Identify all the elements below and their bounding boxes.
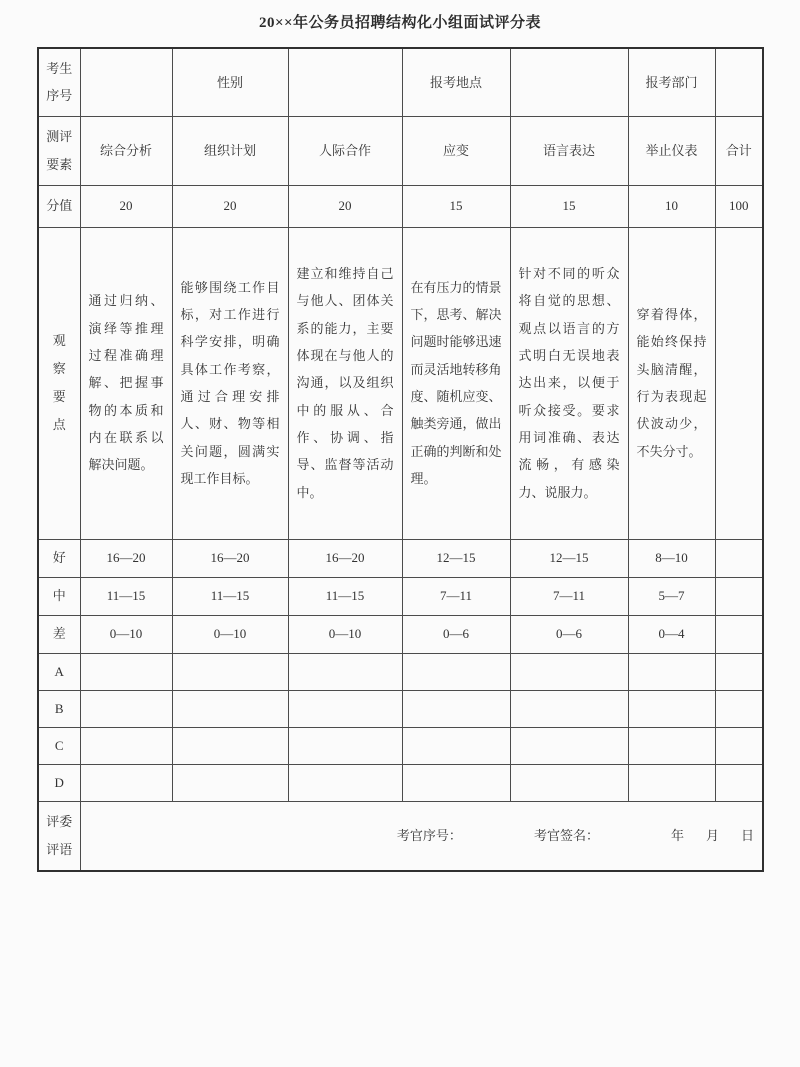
grade-good-label: 好: [38, 539, 80, 577]
department-label: 报考部门: [628, 48, 715, 116]
grade-poor-row: [38, 615, 763, 653]
score-input-cell[interactable]: [80, 653, 172, 690]
grade-total-cell: [715, 539, 763, 577]
score-input-cell[interactable]: [628, 653, 715, 690]
signature-line: [81, 822, 755, 849]
elements-label: 测评要素: [38, 116, 80, 185]
total-input-cell[interactable]: [715, 727, 763, 764]
candidate-a-label: A: [38, 653, 80, 690]
observation-adaptability: 在有压力的情景下，思考、解决问题时能够迅速而灵活地转移角度、随机应变、触类旁通，做出正确的判断和处理。: [402, 227, 510, 539]
grade-good-row: [38, 539, 763, 577]
candidate-no-input-cell[interactable]: [80, 48, 172, 116]
candidate-d-row: [38, 764, 763, 801]
score-value: 20: [172, 185, 288, 227]
score-value: 20: [80, 185, 172, 227]
grade-range: 0—6: [402, 615, 510, 653]
score-input-cell[interactable]: [402, 727, 510, 764]
score-input-cell[interactable]: [628, 727, 715, 764]
examiner-no-label: 考官序号：: [396, 828, 462, 844]
grade-range: 0—10: [172, 615, 288, 653]
score-input-cell[interactable]: [402, 690, 510, 727]
score-value: 10: [628, 185, 715, 227]
form-title: 20××年公务员招聘结构化小组面试评分表: [258, 15, 542, 31]
score-input-cell[interactable]: [80, 690, 172, 727]
score-value: 15: [402, 185, 510, 227]
total-input-cell[interactable]: [715, 653, 763, 690]
candidate-b-row: [38, 690, 763, 727]
total-input-cell[interactable]: [715, 764, 763, 801]
score-input-cell[interactable]: [288, 653, 402, 690]
grade-range: 7—11: [510, 577, 628, 615]
observation-label: 观察要点: [52, 333, 66, 432]
element-organization-planning: 组织计划: [172, 116, 288, 185]
grade-range: 0—10: [80, 615, 172, 653]
grade-range: 16—20: [288, 539, 402, 577]
grade-range: 11—15: [172, 577, 288, 615]
grade-range: 5—7: [628, 577, 715, 615]
score-value: 20: [288, 185, 402, 227]
candidate-b-label: B: [38, 690, 80, 727]
candidate-c-label: C: [38, 727, 80, 764]
grade-range: 16—20: [172, 539, 288, 577]
element-comprehensive-analysis: 综合分析: [80, 116, 172, 185]
score-input-cell[interactable]: [510, 727, 628, 764]
grade-range: 8—10: [628, 539, 715, 577]
day-label: 日: [740, 828, 754, 844]
element-adaptability: 应变: [402, 116, 510, 185]
observation-organization-planning: 能够围绕工作目标，对工作进行科学安排，明确具体工作考察，通过合理安排人、财、物等相关问题，圆满实现工作目标。: [172, 227, 288, 539]
grade-medium-label: 中: [38, 577, 80, 615]
gender-input-cell[interactable]: [288, 48, 402, 116]
gender-label: 性别: [172, 48, 288, 116]
observation-total-cell: [715, 227, 763, 539]
score-input-cell[interactable]: [80, 764, 172, 801]
score-input-cell[interactable]: [80, 727, 172, 764]
grade-range: 7—11: [402, 577, 510, 615]
grade-total-cell: [715, 577, 763, 615]
element-total: 合计: [715, 116, 763, 185]
observation-manner-appearance: 穿着得体，能始终保持头脑清醒，行为表现起伏波动少，不失分寸。: [628, 227, 715, 539]
location-input-cell[interactable]: [510, 48, 628, 116]
grade-range: 0—10: [288, 615, 402, 653]
score-input-cell[interactable]: [172, 653, 288, 690]
grade-total-cell: [715, 615, 763, 653]
grade-range: 11—15: [288, 577, 402, 615]
score-input-cell[interactable]: [510, 690, 628, 727]
score-values-row: [38, 185, 763, 227]
grade-range: 16—20: [80, 539, 172, 577]
score-input-cell[interactable]: [510, 764, 628, 801]
observation-interpersonal-cooperation: 建立和维持自己与他人、团体关系的能力，主要体现在与他人的沟通，以及组织中的服从、合作、协调、指导、监督等活动中。: [288, 227, 402, 539]
evaluation-elements-row: [38, 116, 763, 185]
observation-comprehensive-analysis: 通过归纳、演绎等推理过程准确理解、把握事物的本质和内在联系以解决问题。: [80, 227, 172, 539]
element-verbal-expression: 语言表达: [510, 116, 628, 185]
judge-comments-row: [38, 801, 763, 871]
score-label: 分值: [38, 185, 80, 227]
grade-range: 12—15: [510, 539, 628, 577]
score-input-cell[interactable]: [172, 727, 288, 764]
judge-comments-label: 评委评语: [38, 801, 80, 871]
score-input-cell[interactable]: [628, 764, 715, 801]
candidate-c-row: [38, 727, 763, 764]
interview-scoring-table: [37, 47, 764, 872]
score-input-cell[interactable]: [288, 764, 402, 801]
score-input-cell[interactable]: [172, 690, 288, 727]
total-input-cell[interactable]: [715, 690, 763, 727]
candidate-d-label: D: [38, 764, 80, 801]
info-spare-cell[interactable]: [715, 48, 763, 116]
score-value-total: 100: [715, 185, 763, 227]
candidate-info-row: [38, 48, 763, 116]
observation-verbal-expression: 针对不同的听众将自觉的思想、观点以语言的方式明白无误地表达出来，以便于听众接受。要求用词准确、表达流畅，有感染力、说服力。: [510, 227, 628, 539]
grade-range: 0—6: [510, 615, 628, 653]
score-input-cell[interactable]: [402, 653, 510, 690]
score-input-cell[interactable]: [510, 653, 628, 690]
observation-label-cell: [38, 227, 80, 539]
score-input-cell[interactable]: [288, 727, 402, 764]
score-value: 15: [510, 185, 628, 227]
grade-poor-label: 差: [38, 615, 80, 653]
grade-medium-row: [38, 577, 763, 615]
year-label: 年: [670, 828, 684, 844]
grade-range: 0—4: [628, 615, 715, 653]
month-label: 月: [705, 828, 719, 844]
examiner-signature-label: 考官签名：: [533, 828, 599, 844]
candidate-a-row: [38, 653, 763, 690]
score-input-cell[interactable]: [288, 690, 402, 727]
score-input-cell[interactable]: [628, 690, 715, 727]
score-input-cell[interactable]: [172, 764, 288, 801]
element-manner-appearance: 举止仪表: [628, 116, 715, 185]
location-label: 报考地点: [402, 48, 510, 116]
score-input-cell[interactable]: [402, 764, 510, 801]
candidate-no-label: 考生序号: [38, 48, 80, 116]
element-interpersonal-cooperation: 人际合作: [288, 116, 402, 185]
grade-range: 11—15: [80, 577, 172, 615]
observation-points-row: [38, 227, 763, 539]
judge-comments-cell[interactable]: [80, 801, 763, 871]
grade-range: 12—15: [402, 539, 510, 577]
